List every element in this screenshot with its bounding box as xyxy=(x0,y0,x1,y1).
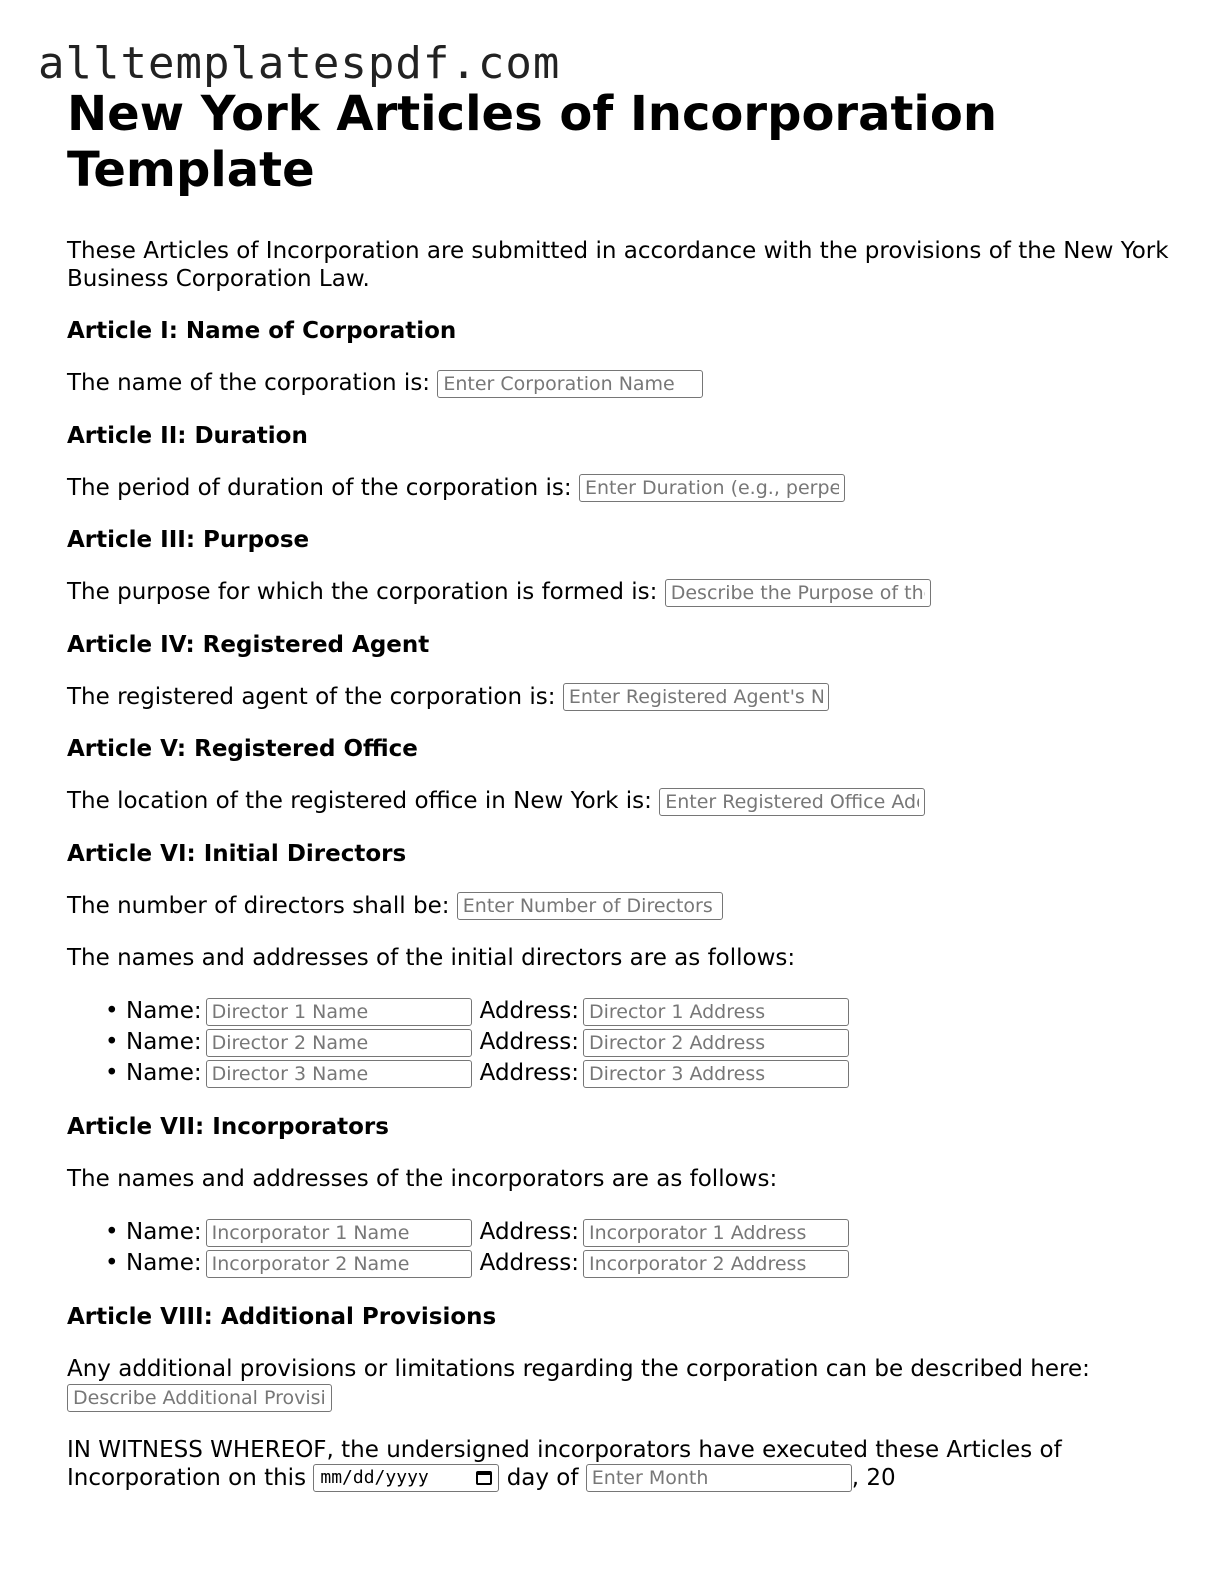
day-of-text: day of xyxy=(506,1464,579,1491)
date-format-text: mm/dd/yyyy xyxy=(320,1467,429,1488)
director-1-name-input[interactable] xyxy=(206,998,472,1026)
bullet: • xyxy=(105,1060,119,1086)
duration-input[interactable] xyxy=(579,474,845,502)
intro-text: These Articles of Incorporation are submitted in accordance with the provisions of the New York Business Corporation Law. xyxy=(67,238,1169,292)
address-label: Address: xyxy=(479,1250,579,1276)
article-2-text: The period of duration of the corporation is: xyxy=(67,474,572,501)
director-3-name-input[interactable] xyxy=(206,1060,472,1088)
director-row xyxy=(105,1058,1177,1089)
article-3-statement xyxy=(67,578,1177,607)
directors-list-intro: The names and addresses of the initial directors are as follows: xyxy=(67,945,796,971)
month-input[interactable] xyxy=(586,1464,852,1492)
incorporators-list xyxy=(67,1217,1177,1279)
article-2-statement xyxy=(67,474,1177,503)
article-1-text: The name of the corporation is: xyxy=(67,370,431,396)
watermark: alltemplatespdf.com xyxy=(38,38,561,89)
article-3-text: The purpose for which the corporation is formed is: xyxy=(67,579,658,605)
director-row xyxy=(105,996,1177,1027)
witness-line-2 xyxy=(67,1464,1177,1493)
execution-date-input[interactable] xyxy=(313,1464,499,1492)
incorporators-list-intro: The names and addresses of the incorporators are as follows: xyxy=(67,1166,778,1192)
address-label: Address: xyxy=(479,1029,579,1055)
incorporator-1-name-input[interactable] xyxy=(206,1219,472,1247)
name-label: Name: xyxy=(126,1060,202,1086)
article-4-heading: Article IV: Registered Agent xyxy=(67,631,430,658)
bullet: • xyxy=(105,1250,119,1276)
article-3-heading: Article III: Purpose xyxy=(67,527,310,553)
article-1-heading: Article I: Name of Corporation xyxy=(67,318,457,344)
article-6-text: The number of directors shall be: xyxy=(67,892,450,919)
registered-office-input[interactable] xyxy=(659,788,925,816)
name-label: Name: xyxy=(126,1029,202,1055)
witness-prefix: Incorporation on this xyxy=(67,1464,307,1491)
article-8-input-line xyxy=(67,1383,1177,1412)
article-6-heading: Article VI: Initial Directors xyxy=(67,840,407,867)
article-4-statement xyxy=(67,683,1177,712)
incorporator-2-name-input[interactable] xyxy=(206,1250,472,1278)
article-4-text: The registered agent of the corporation is: xyxy=(67,683,556,710)
article-8-heading: Article VIII: Additional Provisions xyxy=(67,1304,497,1330)
director-row xyxy=(105,1027,1177,1058)
name-label: Name: xyxy=(126,1219,202,1245)
director-1-address-input[interactable] xyxy=(583,998,849,1026)
bullet: • xyxy=(105,1219,119,1245)
article-8-text: Any additional provisions or limitations regarding the corporation can be described here: xyxy=(67,1356,1090,1382)
director-2-name-input[interactable] xyxy=(206,1029,472,1057)
name-label: Name: xyxy=(126,1250,202,1276)
additional-provisions-input[interactable] xyxy=(67,1384,332,1412)
incorporator-row xyxy=(105,1217,1177,1248)
name-label: Name: xyxy=(126,998,202,1024)
registered-agent-input[interactable] xyxy=(563,683,829,711)
article-6-statement xyxy=(67,892,1177,921)
article-5-text: The location of the registered office in New York is: xyxy=(67,788,652,814)
directors-list xyxy=(67,996,1177,1089)
article-2-heading: Article II: Duration xyxy=(67,422,308,449)
article-7-heading: Article VII: Incorporators xyxy=(67,1114,389,1140)
bullet: • xyxy=(105,998,119,1024)
corporation-name-input[interactable] xyxy=(437,370,703,398)
incorporator-2-address-input[interactable] xyxy=(583,1250,849,1278)
page-title: New York Articles of Incorporation Template xyxy=(67,86,998,198)
address-label: Address: xyxy=(479,998,579,1024)
address-label: Address: xyxy=(479,1060,579,1086)
article-5-heading: Article V: Registered Office xyxy=(67,736,418,762)
witness-line-1: IN WITNESS WHEREOF, the undersigned incorporators have executed these Articles of xyxy=(67,1436,1062,1463)
document xyxy=(67,86,1177,1492)
address-label: Address: xyxy=(479,1219,579,1245)
calendar-icon[interactable] xyxy=(476,1471,492,1485)
bullet: • xyxy=(105,1029,119,1055)
incorporator-row xyxy=(105,1248,1177,1279)
purpose-input[interactable] xyxy=(665,579,931,607)
number-of-directors-input[interactable] xyxy=(457,892,723,920)
director-2-address-input[interactable] xyxy=(583,1029,849,1057)
year-suffix-text: , 20 xyxy=(851,1464,896,1491)
incorporator-1-address-input[interactable] xyxy=(583,1219,849,1247)
article-5-statement xyxy=(67,787,1177,816)
director-3-address-input[interactable] xyxy=(583,1060,849,1088)
article-1-statement xyxy=(67,369,1177,398)
